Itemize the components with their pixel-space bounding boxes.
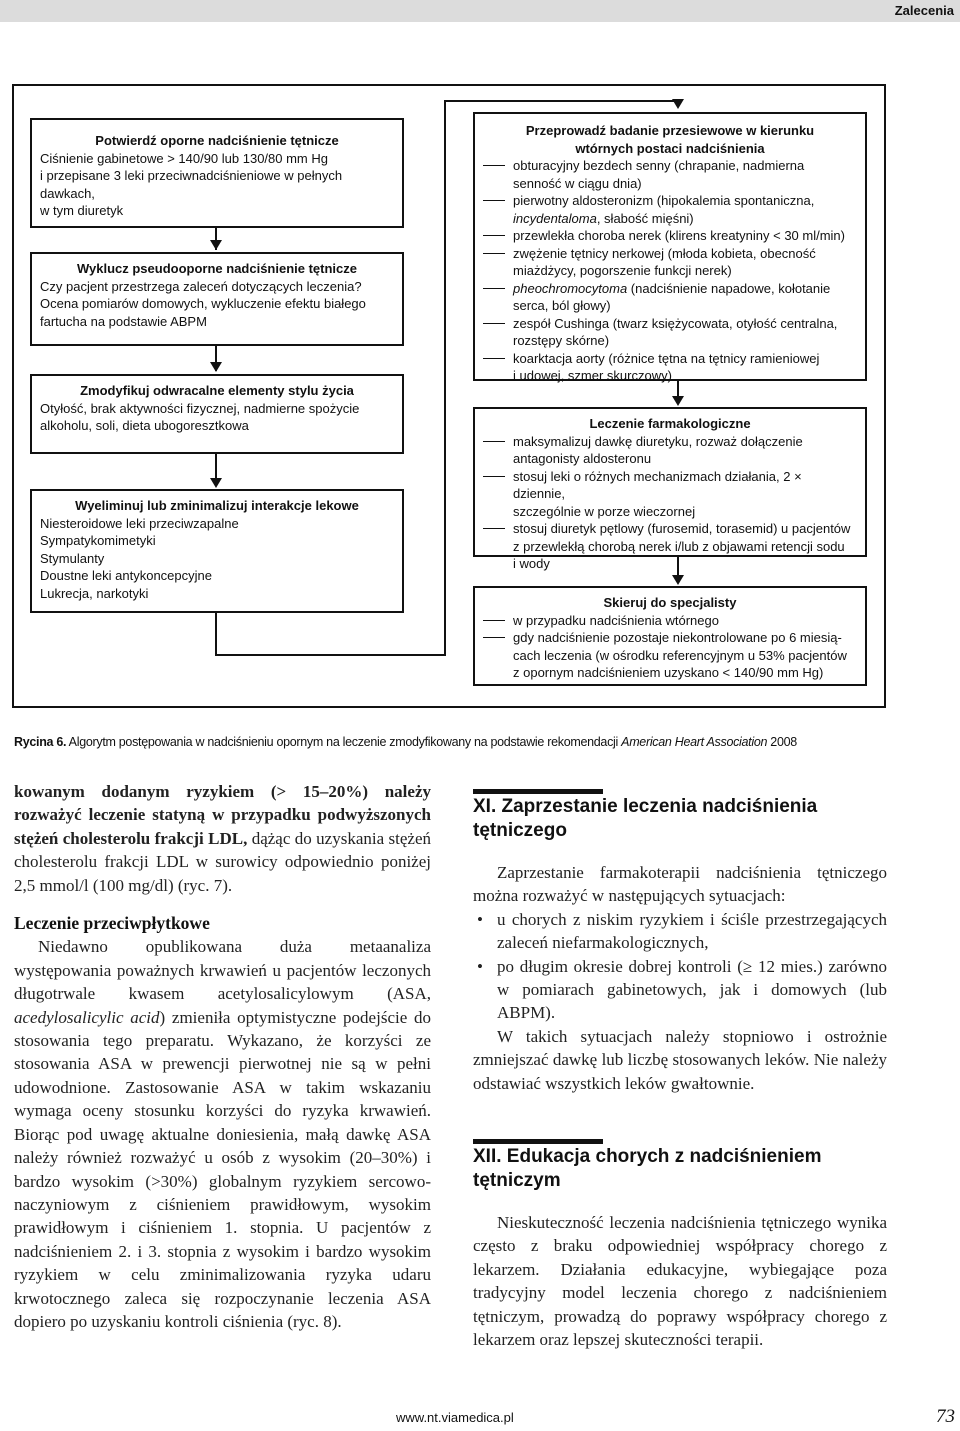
box-pharmacological-treatment <box>473 407 867 571</box>
connector-arrow <box>672 396 684 406</box>
box-title: Zmodyfikuj odwracalne elementy stylu życia <box>80 383 354 398</box>
item-text: szczególnie w porze wieczornej <box>513 503 696 519</box>
list-item <box>483 350 857 385</box>
list-item <box>483 280 857 315</box>
list-item <box>483 612 857 630</box>
connector-line <box>215 613 217 655</box>
list-item <box>483 468 857 521</box>
box-line: Ciśnienie gabinetowe > 140/90 lub 130/80 mm Hg <box>40 150 328 166</box>
item-text: miażdżycy, pogorszenie funkcji nerek) <box>513 263 732 278</box>
box-title: Skieruj do specjalisty <box>603 595 737 610</box>
section-tag-label: Zalecenia <box>894 3 954 18</box>
connector-line <box>444 100 678 102</box>
box-line: Czy pacjent przestrzega zaleceń dotyczących leczenia? <box>40 278 362 294</box>
list-item <box>483 157 857 192</box>
box-line: w tym diuretyk <box>40 203 124 218</box>
right-text-column <box>473 789 887 1352</box>
box-line: fartucha na podstawie ABPM <box>40 313 207 329</box>
connector-arrow <box>210 478 222 488</box>
item-text: cach leczenia (w ośrodku referencyjnym u 53% pacjentów <box>513 647 847 663</box>
list-item <box>483 245 857 280</box>
section-heading: XI. Zaprzestanie leczenia nadciśnienia tętniczego <box>473 789 887 843</box>
paragraph-bold: kowanym dodanym ryzykiem (> 15–20%) należy rozważyć leczenie statyną w przypadku podwyższonych stężeń cholesterolu frakcji LDL, <box>14 782 431 848</box>
connector-arrow <box>672 575 684 585</box>
box-refer-to-specialist <box>473 586 867 686</box>
box-title: Wyeliminuj lub zminimalizuj interakcje lekowe <box>75 498 359 513</box>
footer-url: www.nt.viamedica.pl <box>396 1410 514 1425</box>
box-eliminate-drug-interactions <box>30 489 404 613</box>
bullet-item: • po długim okresie dobrej kontroli (≥ 12 mies.) zarówno w pomiarach gabinetowych, jak i domowych (lub ABPM). <box>473 955 887 1025</box>
box-line: Niesteroidowe leki przeciwzapalne <box>40 515 239 531</box>
paragraph-text: dążąc do uzyskania stężeń cholesterolu frakcji LDL w surowicy odpowiednio poniżej 2,5 mmol/l (100 mg/dl) (ryc. 7). <box>14 828 431 895</box>
item-text: antagonisty aldosteronu <box>513 451 652 466</box>
paragraph: Zaprzestanie farmakoterapii nadciśnienia tętniczego można rozważyć w następujących sytuacjach: <box>473 863 887 906</box>
item-text: koarktacja aorty (różnice tętna na tętnicy ramieniowej <box>513 350 820 366</box>
connector-arrow <box>210 362 222 372</box>
box-line: Lukrecja, narkotyki <box>40 585 149 601</box>
list-item <box>483 192 857 227</box>
item-text: zespół Cushinga (twarz księżycowata, otyłość centralna, <box>513 315 838 331</box>
item-text: obturacyjny bezdech senny (chrapanie, nadmierna <box>513 158 805 173</box>
item-text: , słabość mięśni) <box>596 210 694 226</box>
item-text-italic: incydentaloma <box>513 210 597 226</box>
caption-year: 2008 <box>767 735 797 749</box>
item-text: i udowej, szmer skurczowy) <box>513 368 672 383</box>
caption-label: Rycina 6. <box>14 735 67 749</box>
box-modify-lifestyle <box>30 374 404 454</box>
box-line: Doustne leki antykoncepcyjne <box>40 568 212 583</box>
list-item <box>483 520 857 573</box>
section-tag <box>0 0 960 22</box>
item-text: zwężenie tętnicy nerkowej (młoda kobieta, obecność <box>513 245 816 261</box>
item-text: w przypadku nadciśnienia wtórnego <box>513 612 719 628</box>
list-item <box>483 315 857 350</box>
paragraph <box>14 780 431 897</box>
box-exclude-pseudoresistant <box>30 252 404 346</box>
box-title: wtórnych postaci nadciśnienia <box>575 140 765 156</box>
item-text: pierwotny aldosteronizm (hipokalemia spontaniczna, <box>513 193 815 208</box>
bullet-item: • u chorych z niskim ryzykiem i ściśle przestrzegających zaleceń niefarmakologicznych, <box>473 908 887 955</box>
box-line: alkoholu, soli, dieta ubogoresztkowa <box>40 418 249 433</box>
paragraph: W takich sytuacjach należy stopniowo i ostrożnie zmniejszać dawkę lub liczbę stosowanych leków. Nie należy odstawiać wszystkich leków gwałtownie. <box>473 1026 887 1093</box>
subheading: Leczenie przeciwpłytkowe <box>14 913 210 934</box>
box-title: Wyklucz pseudooporne nadciśnienie tętnicze <box>76 261 358 276</box>
item-text: gdy nadciśnienie pozostaje niekontrolowane po 6 miesią- <box>513 630 842 645</box>
item-text-italic: pheochromocytoma <box>513 280 628 296</box>
figure-caption <box>14 735 954 749</box>
paragraph-italic: acedylosalicylic acid <box>14 1007 160 1027</box>
box-secondary-screening <box>473 112 867 381</box>
box-line: i przepisane 3 leki przeciwnadciśnieniowe w pełnych dawkach, <box>40 168 343 201</box>
item-text: senność w ciągu dnia) <box>513 175 642 191</box>
box-title: Przeprowadź badanie przesiewowe w kierunku <box>525 123 815 138</box>
item-text: stosuj diuretyk pętlowy (furosemid, torasemid) u pacjentów <box>513 521 851 536</box>
item-text: i wody <box>513 556 550 571</box>
list-item <box>483 433 857 468</box>
item-text: z przewlekłą chorobą nerek i/lub z objawami retencji sodu <box>513 538 845 554</box>
box-line: Otyłość, brak aktywności fizycznej, nadmierne spożycie <box>40 400 360 416</box>
section-heading: XII. Edukacja chorych z nadciśnieniem tętniczym <box>473 1139 887 1193</box>
box-line: Sympatykomimetyki <box>40 533 156 548</box>
list-item <box>483 629 857 682</box>
connector-line <box>215 654 445 656</box>
connector-line <box>444 100 446 656</box>
connector-arrow <box>210 240 222 250</box>
box-confirm-resistant-hypertension <box>30 118 404 228</box>
list-item <box>483 227 857 245</box>
box-line: Stymulanty <box>40 550 105 566</box>
item-text: przewlekła choroba nerek (klirens kreatyniny < 30 ml/min) <box>513 228 845 243</box>
connector-arrow <box>672 99 684 109</box>
box-title: Leczenie farmakologiczne <box>589 416 751 431</box>
paragraph-text: ) zmieniła optymistyczne podejście do stosowania tego preparatu. Wykazano, że korzyści ze stosowania ASA w prewencji pierwotnej nie są w pełni udowodnione. Zastosowanie ASA w takim wskazaniu wymaga oceny stosunku korzyści do ryzyka krwawień. Biorąc pod uwagę aktualne doniesienia, małą dawkę ASA należy również rozważyć u osób z wysokim (20–30%) i bardzo wysokim (>30%) globalnym ryzykiem sercowo-naczyniowym z ciśnieniem prawidłowym, wysokim prawidłowym i ciśnieniem 1. stopnia. U pacjentów z nadciśnieniem 2. i 3. stopnia z wysokim i bardzo wysokim ryzykiem w celu zminimalizowania ryzyka udaru krwotocznego zaleca się rozpoczynanie leczenia ASA dopiero po uzyskaniu kontroli ciśnienia (ryc. 8). <box>14 1007 431 1331</box>
paragraph: Nieskuteczność leczenia nadciśnienia tętniczego wynika często z braku odpowiedniej współpracy chorego z lekarzem. Działania edukacyjne, wybiegające poza tradycyjny model leczenia chorego z nadciśnieniem tętniczym, prowadzą do poprawy współpracy chorego z lekarzem oraz lepszej skuteczności terapii. <box>473 1213 887 1350</box>
item-text: serca, ból głowy) <box>513 298 611 313</box>
paragraph-text: Niedawno opublikowana duża metaanaliza występowania poważnych krwawień u pacjentów leczonych długotrwale kwasem acetylosalicylowym (ASA, <box>14 937 431 1004</box>
caption-text: Algorytm postępowania w nadciśnieniu opornym na leczenie zmodyfikowany na podstawie rekomendacji <box>66 735 622 749</box>
item-text: rozstępy skórne) <box>513 333 610 348</box>
paragraph <box>14 935 431 1333</box>
box-line: Ocena pomiarów domowych, wykluczenie efektu białego <box>40 296 366 311</box>
item-text: z opornym nadciśnieniem uzyskano < 140/90 mm Hg) <box>513 665 824 680</box>
item-text: (nadciśnienie napadowe, kołotanie <box>627 280 831 296</box>
caption-italic: American Heart Association <box>621 735 768 749</box>
box-title: Potwierdź oporne nadciśnienie tętnicze <box>95 133 339 148</box>
item-text: stosuj leki o różnych mechanizmach działania, 2 × dziennie, <box>513 468 802 501</box>
page-number: 73 <box>936 1406 955 1427</box>
left-text-column <box>14 780 431 1333</box>
item-text: maksymalizuj dawkę diuretyku, rozważ dołączenie <box>513 433 803 449</box>
